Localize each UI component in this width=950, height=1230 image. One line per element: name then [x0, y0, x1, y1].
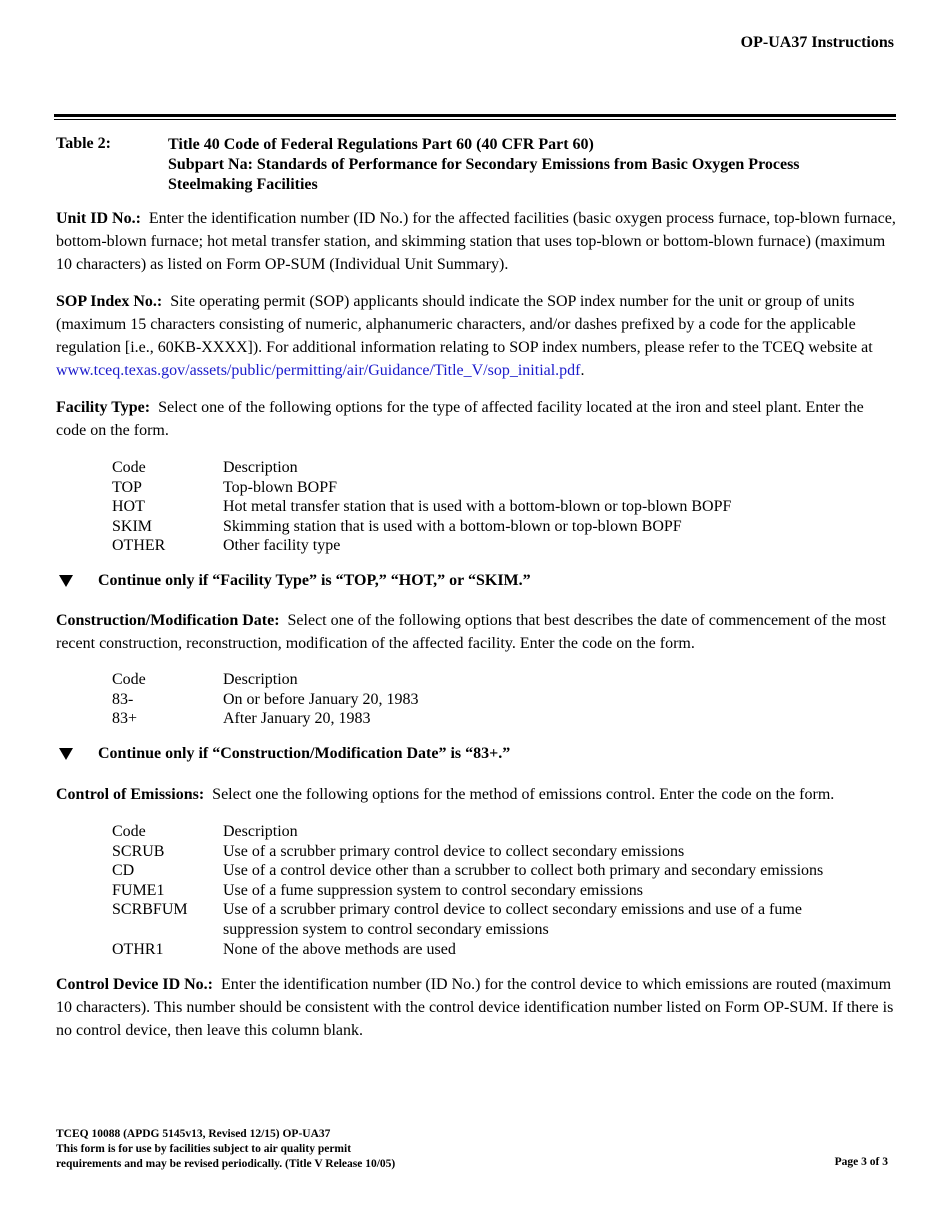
continue-text: Continue only if “Construction/Modification Date” is “83+.” — [98, 745, 511, 762]
footer-form-info — [56, 1127, 395, 1172]
facility-type-label: Facility Type: — [56, 399, 151, 416]
construction-date-label: Construction/Modification Date: — [56, 612, 280, 629]
description-cell: Top-blown BOPF — [223, 478, 338, 496]
sop-index-paragraph — [56, 290, 896, 382]
table-title — [168, 135, 868, 195]
control-emissions-code-table — [112, 822, 883, 959]
table-row — [112, 881, 883, 901]
table-row — [112, 478, 883, 498]
page-number: Page 3 of 3 — [834, 1156, 888, 1168]
description-header: Description — [223, 459, 298, 476]
table-row — [112, 709, 883, 729]
code-table-header — [112, 822, 883, 842]
table-row — [112, 900, 883, 939]
code-cell: CD — [112, 862, 135, 880]
code-cell: HOT — [112, 498, 145, 516]
unit-id-label: Unit ID No.: — [56, 210, 141, 227]
code-cell: OTHER — [112, 537, 166, 555]
facility-type-paragraph — [56, 396, 896, 442]
table-row — [112, 536, 883, 556]
footer-line2: This form is for use by facilities subject to air quality permit — [56, 1143, 352, 1155]
unit-id-paragraph — [56, 207, 896, 276]
control-emissions-paragraph — [56, 783, 896, 806]
down-triangle-icon — [59, 575, 73, 587]
control-emissions-label: Control of Emissions: — [56, 786, 205, 803]
table-row — [112, 861, 883, 881]
description-cell: After January 20, 1983 — [223, 710, 371, 728]
table-row — [112, 842, 883, 862]
code-header: Code — [112, 671, 146, 688]
unit-id-text: Enter the identification number (ID No.) for the affected facilities (basic oxygen process furnace, top-blown furnace, bottom-blown furnace; hot metal transfer station, and skimming station that uses top-blown or bottom-blown furnace) (maximum 10 characters) as listed on Form OP-SUM (Individual Unit Summary). — [56, 210, 896, 273]
code-cell: FUME1 — [112, 881, 165, 899]
code-header: Code — [112, 459, 146, 476]
code-cell: SCRUB — [112, 842, 165, 860]
code-table-header — [112, 670, 883, 690]
table-row — [112, 497, 883, 517]
sop-index-text: Site operating permit (SOP) applicants should indicate the SOP index number for the unit or group of units (maximum 15 characters consisting of numeric, alphanumeric characters, and/or dashes prefixed by a code for the applicable regulation [i.e., 60KB-XXXX]). For additional information relating to SOP index numbers, please refer to the TCEQ website at — [56, 293, 873, 356]
construction-date-text: Select one of the following options that best describes the date of commencement of the most recent construction, reconstruction, modification of the affected facility. Enter the code on the form. — [56, 612, 887, 652]
facility-type-text: Select one of the following options for the type of affected facility located at the iron and steel plant. Enter the code on the form. — [56, 399, 864, 439]
description-cell: Use of a fume suppression system to control secondary emissions — [223, 881, 643, 899]
table-row — [112, 940, 883, 960]
footer-line1: TCEQ 10088 (APDG 5145v13, Revised 12/15) OP-UA37 — [56, 1128, 331, 1140]
sop-index-label: SOP Index No.: — [56, 293, 163, 310]
table-title-line2: Subpart Na: Standards of Performance for Secondary Emissions from Basic Oxygen Process Steelmaking Facilities — [168, 156, 800, 193]
description-cell: Use of a scrubber primary control device to collect secondary emissions — [223, 842, 685, 860]
code-cell: OTHR1 — [112, 940, 164, 958]
footer-line3: requirements and may be revised periodically. (Title V Release 10/05) — [56, 1158, 396, 1170]
document-header-title: OP-UA37 Instructions — [740, 34, 894, 51]
description-cell: Use of a scrubber primary control device to collect secondary emissions and use of a fume suppression system to control secondary emissions — [223, 901, 802, 938]
control-device-text: Enter the identification number (ID No.) for the control device to which emissions are routed (maximum 10 characters). This number should be consistent with the control device identification number listed on Form OP-SUM. If there is no control device, then leave this column blank. — [56, 976, 894, 1039]
continue-text: Continue only if “Facility Type” is “TOP,” “HOT,” or “SKIM.” — [98, 572, 531, 589]
sop-index-end: . — [580, 362, 585, 379]
description-cell: Hot metal transfer station that is used with a bottom-blown or top-blown BOPF — [223, 498, 732, 516]
description-cell: None of the above methods are used — [223, 940, 456, 958]
description-header: Description — [223, 823, 298, 840]
description-cell: Other facility type — [223, 537, 341, 555]
header-rule-thin — [54, 119, 896, 120]
facility-type-code-table — [112, 458, 883, 556]
continue-condition-construction-date — [56, 745, 510, 763]
code-cell: SCRBFUM — [112, 901, 188, 919]
control-device-paragraph — [56, 973, 896, 1042]
code-cell: TOP — [112, 478, 142, 496]
table-label: Table 2: — [56, 135, 111, 152]
control-device-label: Control Device ID No.: — [56, 976, 214, 993]
code-cell: 83- — [112, 690, 134, 708]
continue-condition-facility-type — [56, 572, 531, 590]
table-title-line1: Title 40 Code of Federal Regulations Part 60 (40 CFR Part 60) — [168, 136, 594, 153]
table-row — [112, 517, 883, 537]
down-triangle-icon — [59, 748, 73, 760]
description-cell: Skimming station that is used with a bottom-blown or top-blown BOPF — [223, 517, 682, 535]
construction-date-code-table — [112, 670, 883, 729]
code-table-header — [112, 458, 883, 478]
description-cell: On or before January 20, 1983 — [223, 690, 419, 708]
description-header: Description — [223, 671, 298, 688]
description-cell: Use of a control device other than a scrubber to collect both primary and secondary emissions — [223, 862, 824, 880]
control-emissions-text: Select one the following options for the method of emissions control. Enter the code on the form. — [212, 786, 835, 803]
table-row — [112, 690, 883, 710]
sop-initial-link[interactable]: www.tceq.texas.gov/assets/public/permitting/air/Guidance/Title_V/sop_initial.pdf — [56, 362, 581, 379]
code-cell: 83+ — [112, 710, 138, 728]
code-cell: SKIM — [112, 517, 153, 535]
header-rule-thick — [54, 114, 896, 117]
code-header: Code — [112, 823, 146, 840]
construction-date-paragraph — [56, 609, 896, 655]
